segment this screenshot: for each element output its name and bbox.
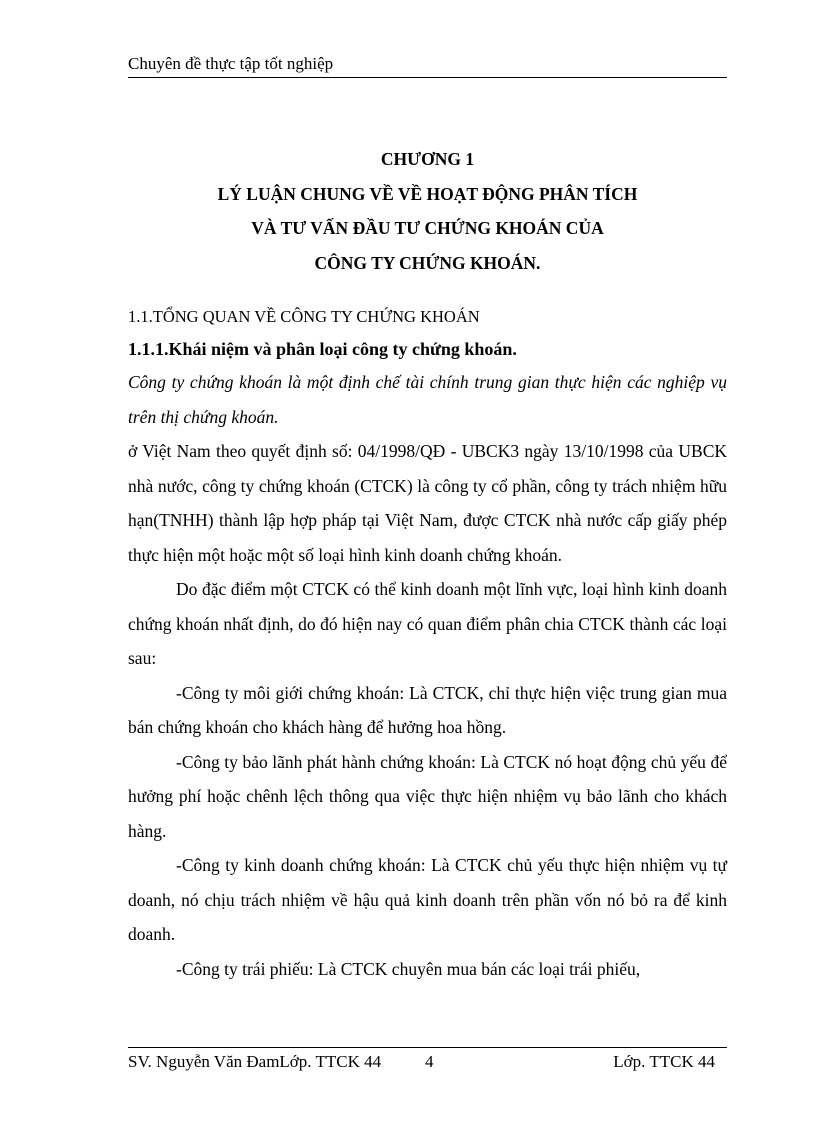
page-header bbox=[128, 51, 727, 78]
paragraph-classification-intro: Do đặc điểm một CTCK có thể kinh doanh một lĩnh vực, loại hình kinh doanh chứng khoán nhất định, do đó hiện nay có quan điểm phân chia CTCK thành các loại sau: bbox=[128, 579, 727, 668]
paragraph-bond-company: -Công ty trái phiếu: Là CTCK chuyên mua bán các loại trái phiếu, bbox=[176, 958, 641, 979]
page-footer bbox=[128, 1047, 727, 1076]
chapter-title-line-2: VÀ TƯ VẤN ĐẦU TƯ CHỨNG KHOÁN CỦA bbox=[251, 218, 604, 238]
chapter-title-line-3: CÔNG TY CHỨNG KHOÁN. bbox=[314, 252, 541, 273]
subsection-heading: 1.1.1.Khái niệm và phân loại công ty chứng khoán. bbox=[128, 339, 517, 359]
header-title: Chuyên đề thực tập tốt nghiệp bbox=[128, 54, 334, 73]
paragraph-brokerage-company: -Công ty môi giới chứng khoán: Là CTCK, chỉ thực hiện việc trung gian mua bán chứng khoán cho khách hàng để hưởng hoa hồng. bbox=[128, 682, 727, 737]
footer-class: Lớp. TTCK 44 bbox=[613, 1052, 715, 1071]
document-body bbox=[128, 301, 727, 986]
paragraph-underwriting-company: -Công ty bảo lãnh phát hành chứng khoán: Là CTCK nó hoạt động chủ yếu để hưởng phí hoặc chênh lệch thông qua việc thực hiện nhiệm vụ bảo lãnh cho khách hàng. bbox=[128, 751, 727, 841]
paragraph-legal-definition: ở Việt Nam theo quyết định số: 04/1998/QĐ - UBCK3 ngày 13/10/1998 của UBCK nhà nước, công ty chứng khoán (CTCK) là công ty cổ phần, công ty trách nhiệm hữu hạn(TNHH) thành lập hợp pháp tại Việt Nam, được CTCK nhà nước cấp giấy phép thực hiện một hoặc một số loại hình kinh doanh chứng khoán. bbox=[128, 441, 727, 565]
footer-author: SV. Nguyễn Văn ĐamLớp. TTCK 44 bbox=[128, 1052, 382, 1071]
section-heading: 1.1.TỔNG QUAN VỀ CÔNG TY CHỨNG KHOÁN bbox=[128, 307, 480, 326]
page-number: 4 bbox=[425, 1052, 434, 1071]
chapter-title-line-1: LÝ LUẬN CHUNG VỀ VỀ HOẠT ĐỘNG PHÂN TÍCH bbox=[217, 183, 638, 204]
paragraph-trading-company: -Công ty kinh doanh chứng khoán: Là CTCK chủ yếu thực hiện nhiệm vụ tự doanh, nó chịu trách nhiệm về hậu quả kinh doanh trên phần vốn nó bỏ ra để kinh doanh. bbox=[128, 855, 727, 944]
definition-paragraph: Công ty chứng khoán là một định chế tài chính trung gian thực hiện các nghiệp vụ trên thị chứng khoán. bbox=[128, 372, 727, 427]
chapter-number: CHƯƠNG 1 bbox=[380, 149, 475, 169]
chapter-title-block bbox=[128, 142, 727, 280]
